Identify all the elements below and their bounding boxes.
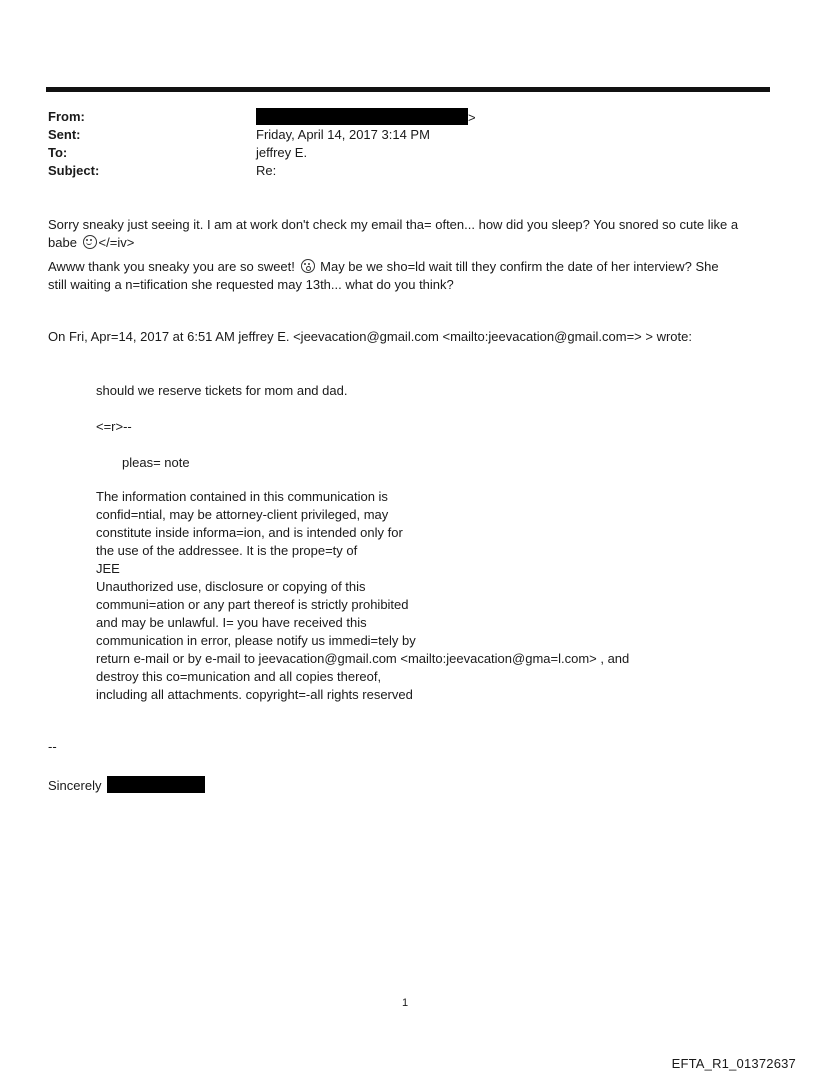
subject-label: Subject: bbox=[48, 163, 100, 178]
header-divider bbox=[46, 87, 770, 92]
legal-line: and may be unlawful. I= you have received this bbox=[96, 615, 367, 630]
to-value: jeffrey E. bbox=[256, 145, 308, 160]
subject-value: Re: bbox=[256, 163, 277, 178]
legal-line: The information contained in this communication is bbox=[96, 489, 388, 504]
reply-text-1c: </=iv> bbox=[98, 235, 135, 250]
legal-line: Unauthorized use, disclosure or copying of this bbox=[96, 579, 366, 594]
page-number: 1 bbox=[402, 997, 409, 1009]
from-label: From: bbox=[48, 109, 85, 124]
legal-line: confid=ntial, may be attorney-client privileged, may bbox=[96, 507, 389, 522]
from-suffix: > bbox=[468, 110, 476, 125]
sign-off bbox=[48, 776, 205, 795]
sent-value: Friday, April 14, 2017 3:14 PM bbox=[256, 127, 430, 142]
legal-line: the use of the addressee. It is the prope=ty of bbox=[96, 543, 358, 558]
legal-disclaimer bbox=[96, 488, 629, 704]
reply-text-1b: babe bbox=[48, 235, 77, 250]
document-id: EFTA_R1_01372637 bbox=[671, 1056, 796, 1071]
reply-text-1a: Sorry sneaky just seeing it. I am at work don't check my email tha= often... how did you sleep? You snored so cute like a bbox=[48, 217, 739, 232]
legal-line: destroy this co=munication and all copies thereof, bbox=[96, 669, 382, 684]
legal-line: communication in error, please notify us immedi=tely by bbox=[96, 633, 416, 648]
legal-line: constitute inside informa=ion, and is intended only for bbox=[96, 525, 403, 540]
quoted-line-2: <=r>-- bbox=[96, 419, 132, 434]
surprised-face-icon bbox=[301, 259, 315, 273]
redacted-sender bbox=[256, 108, 468, 125]
redacted-signature bbox=[107, 776, 205, 793]
sincerely-text: Sincerely bbox=[48, 778, 102, 793]
sent-label: Sent: bbox=[48, 127, 81, 142]
reply-text-2b: May be we sho=ld wait till they confirm the date of her interview? She bbox=[320, 259, 719, 274]
signature-separator: -- bbox=[48, 739, 57, 754]
from-value bbox=[256, 108, 476, 127]
legal-line: including all attachments. copyright=-all rights reserved bbox=[96, 687, 413, 702]
legal-line: return e-mail or by e-mail to jeevacation@gmail.com <mailto:jeevacation@gma=l.com> , and bbox=[96, 651, 630, 666]
quoted-line-3: pleas= note bbox=[122, 455, 190, 470]
legal-line: communi=ation or any part thereof is strictly prohibited bbox=[96, 597, 409, 612]
quoted-line-1: should we reserve tickets for mom and dad. bbox=[96, 383, 348, 398]
reply-text-2c: still waiting a n=tification she requested may 13th... what do you think? bbox=[48, 277, 454, 292]
reply-paragraph-1 bbox=[48, 216, 770, 252]
smiling-face-icon bbox=[83, 235, 97, 249]
reply-text-2a: Awww thank you sneaky you are so sweet! bbox=[48, 259, 295, 274]
to-label: To: bbox=[48, 145, 68, 160]
quote-header: On Fri, Apr=14, 2017 at 6:51 AM jeffrey E. <jeevacation@gmail.com <mailto:jeevacation@gmail.com=> > wrote: bbox=[48, 329, 692, 344]
reply-paragraph-2 bbox=[48, 258, 770, 294]
legal-line: JEE bbox=[96, 561, 120, 576]
